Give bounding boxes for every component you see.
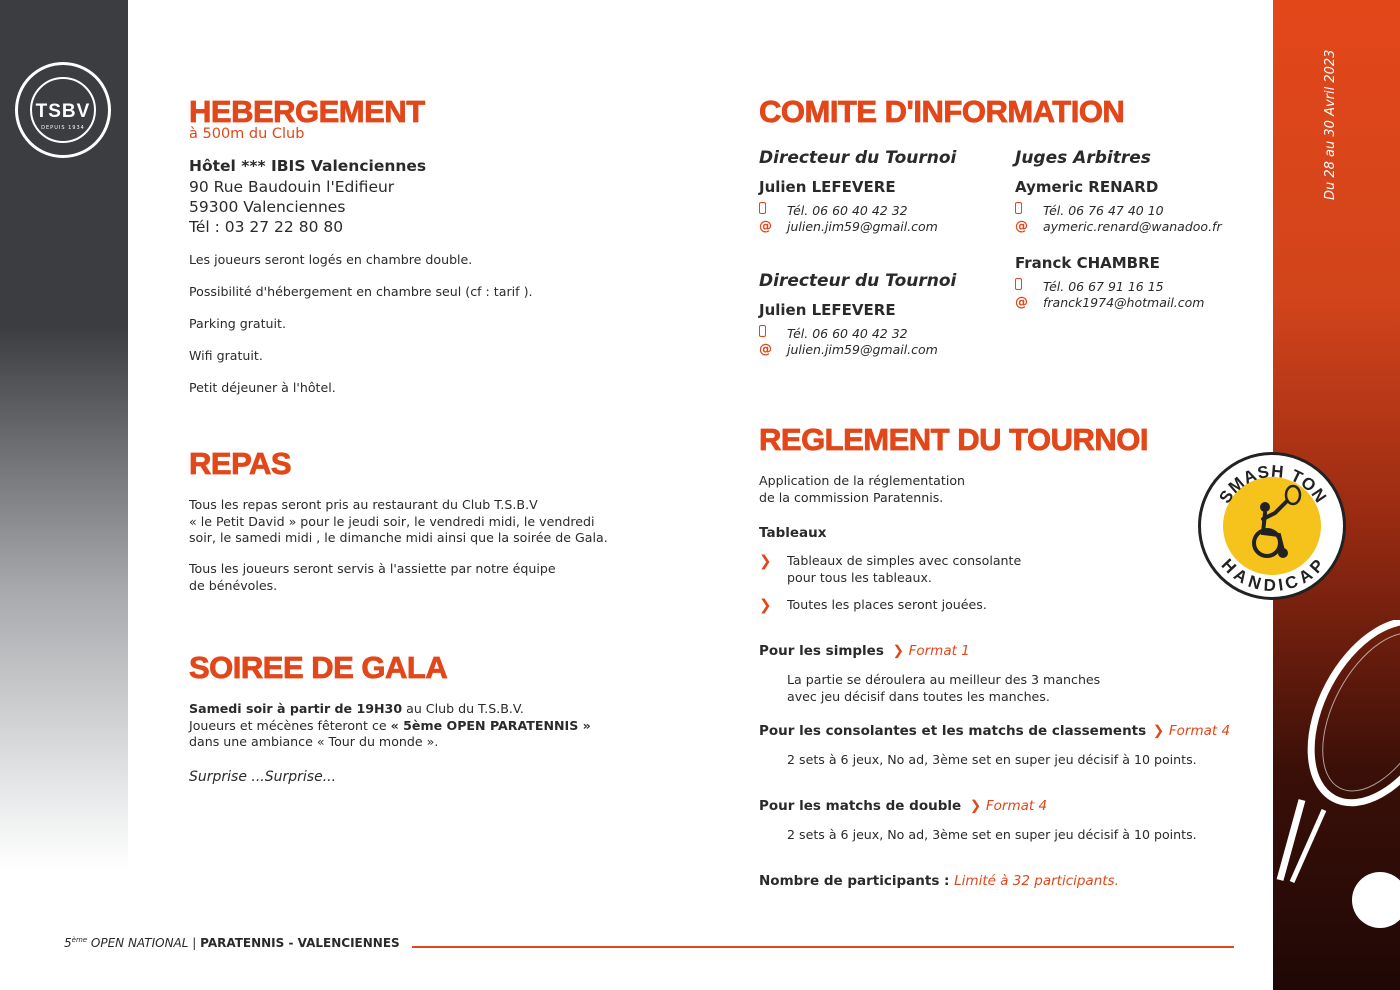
hotel-address-line2: 59300 Valenciennes: [189, 198, 346, 216]
hebergement-details: [189, 252, 533, 412]
phone-icon: [1015, 202, 1022, 214]
gala-place: au Club du T.S.B.V.: [402, 701, 524, 716]
phone-icon: [759, 202, 766, 214]
repas-line: Tous les joueurs seront servis à l'assiette par notre équipe: [189, 561, 556, 576]
hotel-address-line1: 90 Rue Baudouin l'Edifieur: [189, 178, 395, 196]
chevron-right-icon: ❯: [1152, 723, 1165, 739]
hebergement-line: Wifi gratuit.: [189, 348, 263, 363]
gala-title: SOIREE DE GALA: [189, 650, 448, 685]
simples-format: Format 1: [908, 643, 970, 659]
contact-email[interactable]: aymeric.renard@wanadoo.fr: [1043, 218, 1222, 234]
simples-heading: [759, 643, 970, 659]
double-heading: [759, 798, 1047, 814]
participants-value: Limité à 32 participants.: [954, 873, 1119, 889]
contact-phone-row: [1015, 278, 1204, 294]
hotel-address: [189, 177, 394, 237]
at-icon: @: [759, 341, 772, 357]
footer-left: OPEN NATIONAL |: [87, 936, 201, 950]
contact-name: Julien LEFEVERE: [759, 178, 896, 196]
repas-line: « le Petit David » pour le jeudi soir, le vendredi midi, le vendredi: [189, 513, 595, 529]
contact-email[interactable]: franck1974@hotmail.com: [1043, 294, 1205, 310]
logo-text: TSBV: [35, 101, 91, 122]
simples-text: [787, 672, 1100, 705]
tableaux-label: Tableaux: [759, 525, 827, 541]
phone-icon: [1015, 278, 1022, 290]
tableaux-bullet: [759, 597, 987, 614]
repas-line: Tous les repas seront pris au restaurant du Club T.S.B.V: [189, 497, 538, 512]
contact-block-director-2: [759, 271, 956, 357]
contact-email[interactable]: julien.jim59@gmail.com: [787, 218, 938, 234]
contact-name: Aymeric RENARD: [1015, 178, 1159, 196]
phone-icon: [759, 325, 766, 337]
contact-role: Directeur du Tournoi: [759, 271, 957, 291]
comite-title: COMITE D'INFORMATION: [759, 94, 1125, 129]
contact-email[interactable]: julien.jim59@gmail.com: [787, 341, 938, 357]
hebergement-line: Petit déjeuner à l'hôtel.: [189, 380, 336, 395]
contact-name: Franck CHAMBRE: [1015, 254, 1160, 272]
contact-role: Juges Arbitres: [1015, 148, 1151, 168]
gala-line2: Joueurs et mécènes fêteront ce: [189, 717, 391, 733]
gala-time: Samedi soir à partir de 19H30: [189, 701, 403, 716]
at-icon: @: [1015, 294, 1028, 310]
bullet-line: Tableaux de simples avec consolante: [787, 553, 1022, 568]
badge-text-ring: [1201, 455, 1343, 597]
participants-label: Nombre de participants :: [759, 873, 955, 889]
gala-line3: dans une ambiance « Tour du monde ».: [189, 734, 439, 749]
contact-email-row: [1015, 294, 1204, 310]
contact-phone-row: [1015, 202, 1222, 218]
double-text: 2 sets à 6 jeux, No ad, 3ème set en super jeu décisif à 10 points.: [787, 827, 1197, 842]
gala-event-name: « 5ème OPEN PARATENNIS »: [390, 717, 591, 733]
contact-phone: Tél. 06 76 47 40 10: [1043, 202, 1164, 218]
contact-block-referee-1: [1015, 148, 1222, 234]
consolantes-text: 2 sets à 6 jeux, No ad, 3ème set en super jeu décisif à 10 points.: [787, 752, 1197, 767]
footer-title: [64, 936, 400, 950]
tsbv-logo: [15, 62, 111, 158]
contact-phone: Tél. 06 60 40 42 32: [787, 202, 908, 218]
contact-email-row: [759, 341, 956, 357]
chevron-right-icon: ❯: [759, 552, 772, 570]
at-icon: @: [759, 218, 772, 234]
simples-line: La partie se déroulera au meilleur des 3 manches: [787, 672, 1101, 687]
simples-line: avec jeu décisif dans toutes les manches.: [787, 688, 1050, 704]
badge-bottom-text: HANDICAP: [1217, 555, 1329, 596]
badge-top-text: SMASH TON: [1215, 461, 1331, 507]
reglement-intro-line: Application de la réglementation: [759, 473, 966, 488]
smash-ton-handicap-badge: [1198, 452, 1346, 600]
tableaux-bullet: [759, 553, 1021, 586]
contact-phone: Tél. 06 67 91 16 15: [1043, 278, 1164, 294]
footer-bold: PARATENNIS - VALENCIENNES: [200, 936, 400, 950]
contact-phone: Tél. 06 60 40 42 32: [787, 325, 908, 341]
contact-phone-row: [759, 325, 956, 341]
repas-line: soir, le samedi midi , le dimanche midi ainsi que la soirée de Gala.: [189, 530, 608, 545]
hebergement-line: Parking gratuit.: [189, 316, 286, 331]
contact-block-referee-2: [1015, 254, 1204, 310]
repas-paragraph-2: [189, 561, 556, 594]
hebergement-line: Possibilité d'hébergement en chambre seul (cf : tarif ).: [189, 284, 533, 299]
contact-block-director-1: [759, 148, 956, 234]
consolantes-heading: [759, 723, 1230, 739]
wheelchair-tennis-icon: [1254, 486, 1300, 556]
side-date: Du 28 au 30 Avril 2023: [1323, 49, 1338, 200]
repas-title: REPAS: [189, 446, 292, 481]
participants: [759, 873, 1119, 889]
reglement-intro: [759, 473, 965, 506]
bullet-line: pour tous les tableaux.: [787, 569, 932, 585]
contact-email-row: [759, 218, 956, 234]
reglement-intro-line: de la commission Paratennis.: [759, 489, 944, 505]
hebergement-title: HEBERGEMENT: [189, 94, 425, 129]
tennis-ball-icon: [1352, 872, 1400, 928]
footer-sup: ème: [71, 936, 88, 944]
chevron-right-icon: ❯: [892, 643, 904, 659]
chevron-right-icon: ❯: [759, 596, 772, 614]
contact-name: Julien LEFEVERE: [759, 301, 896, 319]
simples-label: Pour les simples: [759, 643, 884, 659]
consolantes-label: Pour les consolantes et les matchs de classements: [759, 723, 1147, 739]
chevron-right-icon: ❯: [969, 798, 982, 814]
logo-sub: DEPUIS 1934: [41, 125, 85, 131]
hotel-phone: Tél : 03 27 22 80 80: [189, 218, 344, 236]
svg-text:HANDICAP: [1218, 555, 1329, 595]
contact-role: Directeur du Tournoi: [759, 148, 957, 168]
at-icon: @: [1015, 218, 1028, 234]
consolantes-format: Format 4: [1168, 723, 1231, 739]
footer-number: 5: [64, 936, 72, 950]
bullet-line: Toutes les places seront jouées.: [787, 597, 987, 612]
repas-line: de bénévoles.: [189, 577, 278, 593]
contact-phone-row: [759, 202, 956, 218]
footer-rule: [412, 946, 1234, 948]
gala-surprise: Surprise ...Surprise...: [189, 769, 337, 785]
hotel-name: Hôtel *** IBIS Valenciennes: [189, 157, 427, 175]
hebergement-subtitle: à 500m du Club: [189, 126, 305, 142]
reglement-title: REGLEMENT DU TOURNOI: [759, 422, 1148, 457]
double-label: Pour les matchs de double: [759, 798, 962, 814]
svg-text:SMASH TON: [1215, 462, 1330, 507]
hebergement-line: Les joueurs seront logés en chambre double.: [189, 252, 473, 267]
contact-email-row: [1015, 218, 1222, 234]
gala-paragraph: [189, 701, 591, 751]
double-format: Format 4: [985, 798, 1048, 814]
repas-paragraph-1: [189, 497, 608, 547]
